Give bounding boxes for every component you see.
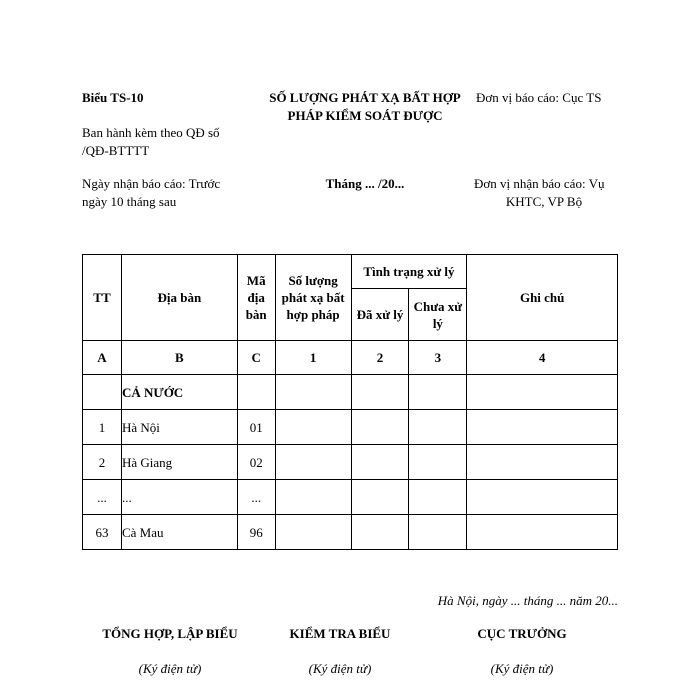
table-row [83, 445, 618, 480]
row-note [467, 480, 618, 515]
signer-title-director: CỤC TRƯỞNG [477, 626, 567, 641]
row-code: 01 [237, 410, 275, 445]
row-unhandled [409, 445, 467, 480]
row-tt: ... [83, 480, 122, 515]
col-header-handled: Đã xử lý [351, 289, 409, 341]
report-table [82, 254, 618, 550]
row-area: Hà Giang [121, 445, 237, 480]
table-row [83, 480, 618, 515]
col-header-tt: TT [83, 255, 122, 341]
reporting-unit: Đơn vị báo cáo: Cục TS [476, 90, 602, 105]
row-code [237, 375, 275, 410]
signer-title-checker: KIỂM TRA BIỂU [289, 626, 391, 641]
col-header-note: Ghi chú [467, 255, 618, 341]
row-area: Cà Mau [121, 515, 237, 550]
receiving-unit-line-1: Đơn vị nhận báo cáo: Vụ [474, 176, 605, 191]
row-area: CẢ NƯỚC [121, 375, 237, 410]
row-handled [351, 375, 409, 410]
row-unhandled [409, 375, 467, 410]
index-cell: 1 [275, 341, 351, 375]
col-header-status: Tình trạng xử lý [351, 255, 467, 289]
table-row [83, 515, 618, 550]
row-area: ... [121, 480, 237, 515]
col-header-count: Số lượng phát xạ bất hợp pháp [275, 255, 351, 341]
issued-line-2: /QĐ-BTTTT [82, 143, 150, 158]
signer-sign-director: (Ký điện tử) [490, 661, 554, 676]
row-unhandled [409, 515, 467, 550]
row-handled [351, 410, 409, 445]
issued-line-1: Ban hành kèm theo QĐ số [82, 125, 220, 140]
signer-title-compiler: TỔNG HỢP, LẬP BIỂU [102, 626, 238, 641]
row-count [275, 410, 351, 445]
row-note [467, 410, 618, 445]
index-row [83, 341, 618, 375]
row-note [467, 515, 618, 550]
signing-date: Hà Nội, ngày ... tháng ... năm 20... [437, 593, 618, 608]
receive-date-line-2: ngày 10 tháng sau [82, 194, 177, 209]
report-title-line-1: SỐ LƯỢNG PHÁT XẠ BẤT HỢP [269, 90, 461, 105]
receiving-unit-line-2: KHTC, VP Bộ [505, 194, 583, 209]
row-count [275, 445, 351, 480]
row-handled [351, 515, 409, 550]
report-title-line-2: PHÁP KIỂM SOÁT ĐƯỢC [287, 108, 443, 123]
row-code: ... [237, 480, 275, 515]
index-cell: A [83, 341, 122, 375]
receive-date-line-1: Ngày nhận báo cáo: Trước [82, 176, 221, 191]
row-tt: 2 [83, 445, 122, 480]
row-count [275, 375, 351, 410]
row-area: Hà Nội [121, 410, 237, 445]
signer-sign-compiler: (Ký điện tử) [138, 661, 202, 676]
col-header-code: Mã địa bàn [237, 255, 275, 341]
index-cell: 3 [409, 341, 467, 375]
index-cell: 2 [351, 341, 409, 375]
table-row [83, 375, 618, 410]
col-header-area: Địa bàn [121, 255, 237, 341]
row-count [275, 515, 351, 550]
report-period: Tháng ... /20... [325, 176, 405, 191]
signer-sign-checker: (Ký điện tử) [308, 661, 372, 676]
index-cell: 4 [467, 341, 618, 375]
row-handled [351, 445, 409, 480]
index-cell: C [237, 341, 275, 375]
row-note [467, 445, 618, 480]
form-code: Biểu TS-10 [82, 90, 144, 105]
row-tt: 1 [83, 410, 122, 445]
row-unhandled [409, 410, 467, 445]
row-code: 96 [237, 515, 275, 550]
row-handled [351, 480, 409, 515]
table-row [83, 410, 618, 445]
col-header-unhandled: Chưa xử lý [409, 289, 467, 341]
row-code: 02 [237, 445, 275, 480]
row-note [467, 375, 618, 410]
row-count [275, 480, 351, 515]
index-cell: B [121, 341, 237, 375]
row-unhandled [409, 480, 467, 515]
row-tt [83, 375, 122, 410]
row-tt: 63 [83, 515, 122, 550]
